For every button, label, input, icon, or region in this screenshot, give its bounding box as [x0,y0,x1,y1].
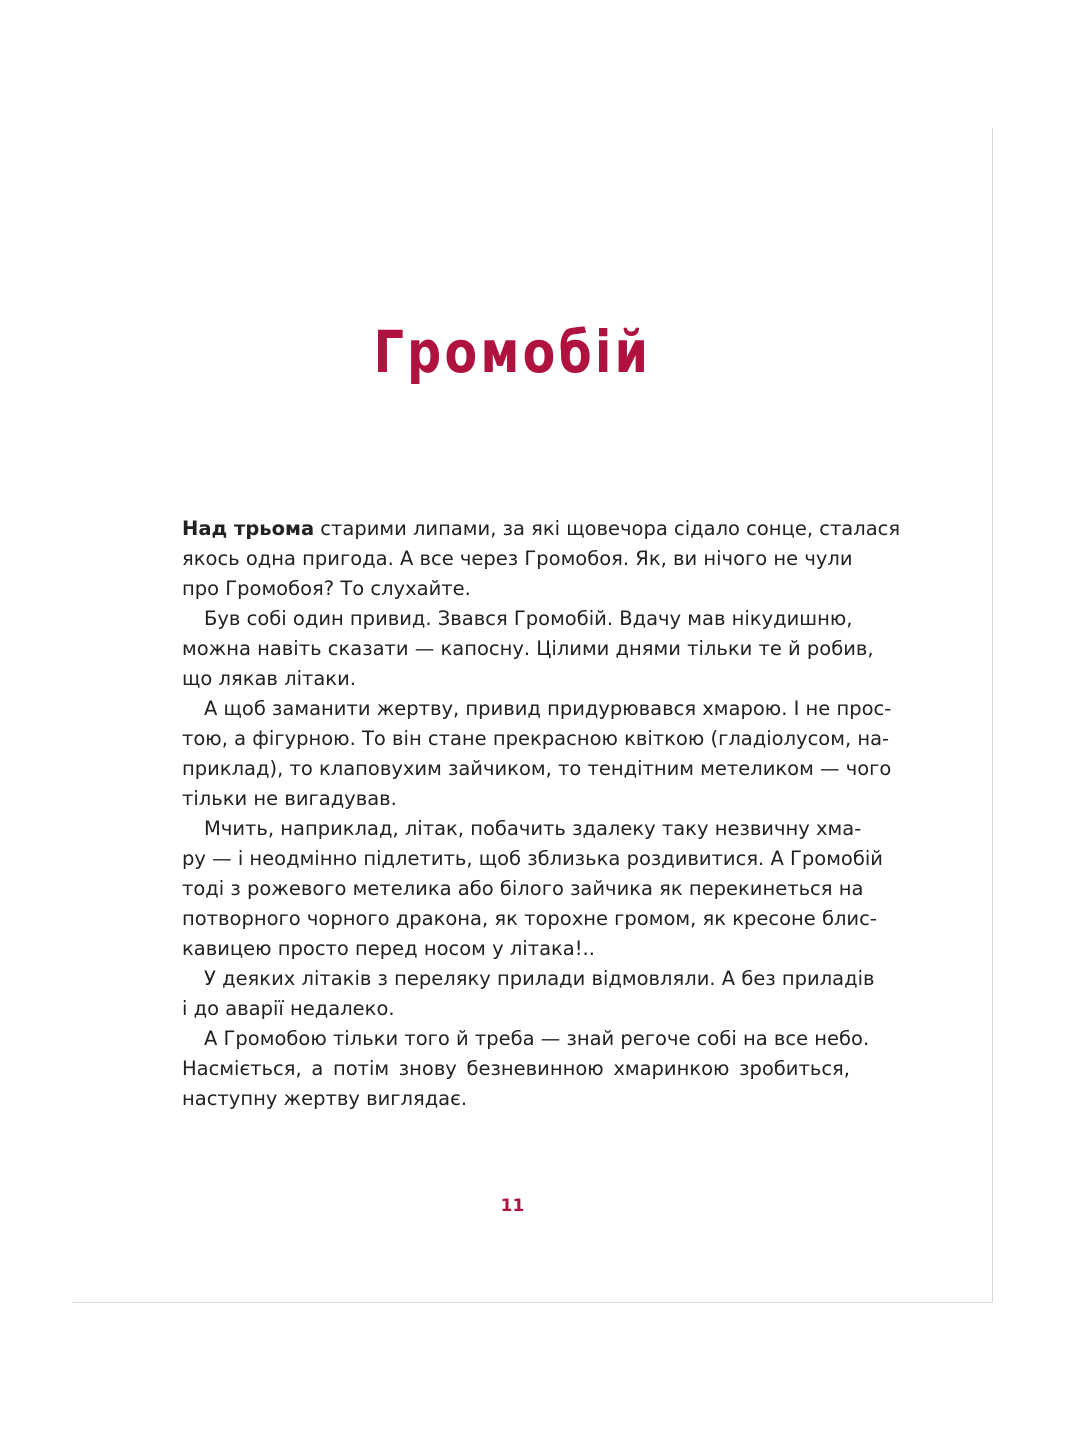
text-line: ру — і неодмінно підлетить, щоб зблизька роздивитися. А Громобій [182,847,883,870]
text-line: тоді з рожевого метелика або білого зайчика як перекинеться на [182,877,864,900]
text-line: тільки не вигадував. [182,787,397,810]
text-line: Був собі один привид. Звався Громобій. Вдачу мав нікудишню, [204,607,853,630]
text-line: А Громобою тільки того й треба — знай регоче собі на все небо. [204,1027,870,1050]
text-line: Над трьома старими липами, за які щовечора сідало сонце, сталася [182,517,901,540]
body-text [182,514,901,1114]
lead-bold-words: Над трьома [182,517,315,540]
text-line: можна навіть сказати — капосну. Цілими днями тільки те й робив, [182,637,874,660]
text-line: якось одна пригода. А все через Громобоя. Як, ви нічого не чули [182,547,853,570]
text-line: і до аварії недалеко. [182,997,395,1020]
text-line: що лякав літаки. [182,667,356,690]
chapter-title: Громобій [373,318,652,386]
text-line: потворного чорного дракона, як торохне громом, як кресоне блис- [182,907,877,930]
text-line: приклад), то клаповухим зайчиком, то тендітним метеликом — чого [182,757,892,780]
page-number: 11 [500,1196,525,1216]
page-edge-bottom [72,1302,993,1303]
text-line: Насміється, а потім знову безневинною хмаринкою зробиться, [182,1057,850,1080]
text-line: У деяких літаків з переляку прилади відмовляли. А без приладів [204,967,875,990]
page-edge-right [992,128,993,1303]
text-line: наступну жертву виглядає. [182,1087,468,1110]
text-line: тою, а фігурною. То він стане прекрасною квіткою (гладіолусом, на- [182,727,890,750]
text-line: про Громобоя? То слухайте. [182,577,471,600]
text-line: А щоб заманити жертву, привид придурювався хмарою. І не прос- [204,697,892,720]
text-line: Мчить, наприклад, літак, побачить здалеку таку незвичну хма- [204,817,862,840]
text-line: кавицею просто перед носом у літака!.. [182,937,595,960]
